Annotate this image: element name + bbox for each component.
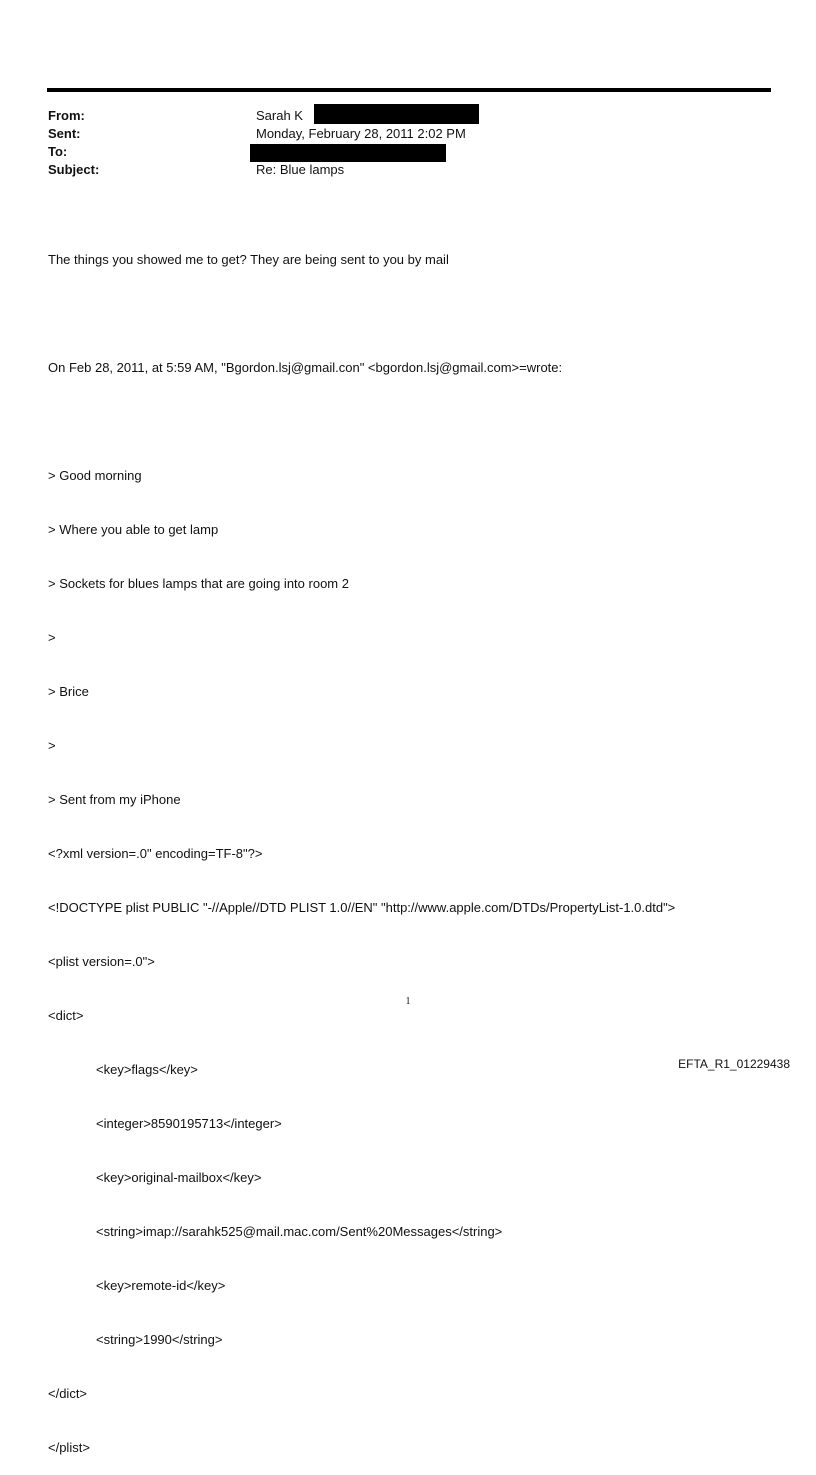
plist-line: <?xml version=.0" encoding=TF-8"?> [48, 846, 263, 861]
quoted-line: > Where you able to get lamp [48, 522, 219, 537]
email-body [48, 215, 788, 1475]
redaction-box [250, 144, 446, 162]
to-row [48, 143, 768, 161]
document-id: EFTA_R1_01229438 [678, 1057, 790, 1071]
plist-line: <!DOCTYPE plist PUBLIC "-//Apple//DTD PLIST 1.0//EN" "http://www.apple.com/DTDs/PropertyList-1.0.dtd"> [48, 900, 676, 915]
plist-line: <string>imap://sarahk525@mail.mac.com/Sent%20Messages</string> [96, 1224, 503, 1239]
redaction-box [314, 104, 479, 124]
quoted-line: > Sockets for blues lamps that are going into room 2 [48, 576, 349, 591]
subject-label: Subject: [48, 162, 100, 177]
plist-line: </plist> [48, 1440, 90, 1455]
from-row [48, 107, 768, 125]
attribution-line: On Feb 28, 2011, at 5:59 AM, "Bgordon.lsj@gmail.con" <bgordon.lsj@gmail.com>=wrote: [48, 360, 563, 375]
sent-value: Monday, February 28, 2011 2:02 PM [256, 126, 466, 141]
email-header [48, 107, 768, 179]
plist-line: <integer>8590195713</integer> [96, 1116, 282, 1131]
plist-line: <dict> [48, 1008, 84, 1023]
to-label: To: [48, 144, 68, 159]
page-number: 1 [405, 996, 411, 1007]
reply-text: The things you showed me to get? They are being sent to you by mail [48, 252, 449, 267]
quoted-line: > Sent from my iPhone [48, 792, 181, 807]
from-label: From: [48, 108, 85, 123]
sent-label: Sent: [48, 126, 81, 141]
plist-line: <key>flags</key> [96, 1062, 198, 1077]
subject-row [48, 161, 768, 179]
quoted-line: > [48, 738, 56, 753]
sent-row [48, 125, 768, 143]
header-rule [47, 88, 771, 92]
quoted-line: > Brice [48, 684, 89, 699]
plist-line: <key>original-mailbox</key> [96, 1170, 262, 1185]
plist-line: <string>1990</string> [96, 1332, 223, 1347]
subject-value: Re: Blue lamps [256, 162, 345, 177]
quoted-line: > [48, 630, 56, 645]
quoted-line: > Good morning [48, 468, 142, 483]
plist-line: </dict> [48, 1386, 88, 1401]
plist-line: <plist version=.0"> [48, 954, 155, 969]
plist-line: <key>remote-id</key> [96, 1278, 226, 1293]
from-value: Sarah K [256, 108, 303, 123]
